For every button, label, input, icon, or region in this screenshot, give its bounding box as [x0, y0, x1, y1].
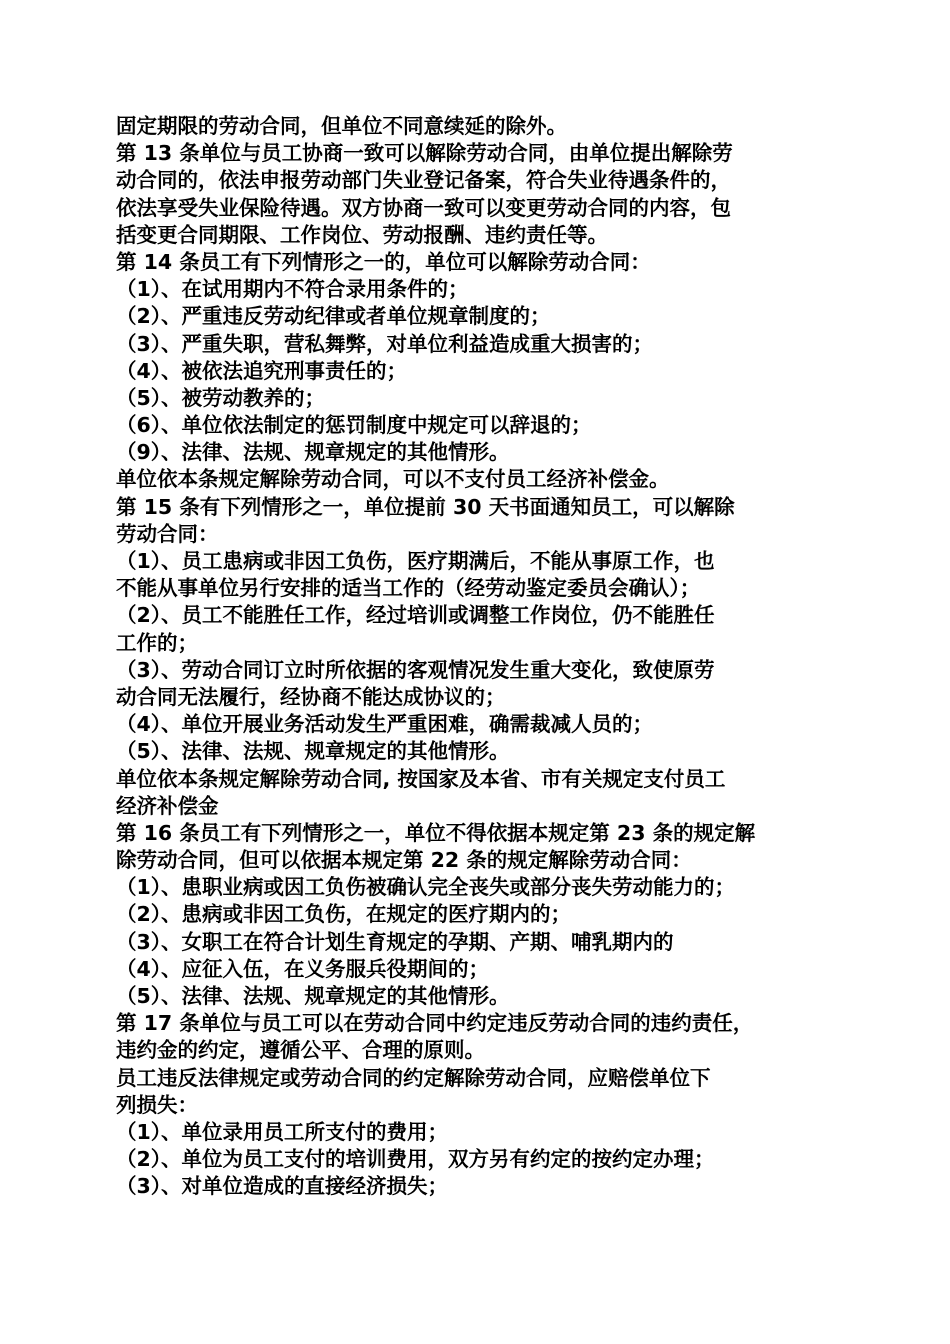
- text-line: （1）、患职业病或因工负伤被确认完全丧失或部分丧失劳动能力的；: [116, 875, 736, 900]
- text-line: （3）、严重失职，营私舞弊，对单位利益造成重大损害的；: [116, 331, 654, 356]
- text-line: （2）、员工不能胜任工作，经过培训或调整工作岗位，仍不能胜任: [116, 603, 715, 628]
- text-line: 经济补偿金: [116, 793, 219, 818]
- text-line: （1）、在试用期内不符合录用条件的；: [116, 277, 469, 302]
- text-line: （4）、单位开展业务活动发生严重困难，确需裁减人员的；: [116, 712, 654, 737]
- text-line: （2）、严重违反劳动纪律或者单位规章制度的；: [116, 304, 551, 329]
- text-line: 工作的；: [116, 630, 198, 655]
- text-line: 依法享受失业保险待遇。双方协商一致可以变更劳动合同的内容，包: [116, 195, 731, 220]
- text-line: 列损失：: [116, 1092, 198, 1117]
- text-line: 第 13 条单位与员工协商一致可以解除劳动合同，由单位提出解除劳: [116, 141, 733, 166]
- text-line: （9）、法律、法规、规章规定的其他情形。: [116, 440, 510, 465]
- text-line: 固定期限的劳动合同，但单位不同意续延的除外。: [116, 114, 567, 138]
- text-line: 第 15 条有下列情形之一，单位提前 30 天书面通知员工，可以解除: [116, 494, 735, 519]
- text-line: 动合同无法履行，经协商不能达成协议的；: [116, 684, 506, 709]
- text-line: 第 16 条员工有下列情形之一，单位不得依据本规定第 23 条的规定解: [116, 820, 756, 845]
- text-line: （3）、劳动合同订立时所依据的客观情况发生重大变化，致使原劳: [116, 657, 715, 682]
- text-line: 单位依本条规定解除劳动合同, 按国家及本省、市有关规定支付员工: [116, 766, 726, 791]
- text-line: （1）、员工患病或非因工负伤，医疗期满后，不能从事原工作，也: [116, 549, 715, 573]
- text-line: 括变更合同期限、工作岗位、劳动报酬、违约责任等。: [116, 222, 608, 247]
- text-line: 第 17 条单位与员工可以在劳动合同中约定违反劳动合同的违约责任，: [116, 1011, 754, 1036]
- text-line: （2）、患病或非因工负伤，在规定的医疗期内的；: [116, 902, 572, 927]
- text-line: 违约金的约定，遵循公平、合理的原则。: [116, 1038, 485, 1063]
- text-line: 单位依本条规定解除劳动合同，可以不支付员工经济补偿金。: [116, 467, 670, 492]
- text-line: 动合同的，依法申报劳动部门失业登记备案，符合失业待遇条件的，: [116, 168, 731, 193]
- text-line: （5）、被劳动教养的；: [116, 385, 326, 410]
- text-line: （5）、法律、法规、规章规定的其他情形。: [116, 984, 510, 1008]
- text-line: 员工违反法律规定或劳动合同的约定解除劳动合同，应赔偿单位下: [116, 1065, 711, 1090]
- text-line: （4）、应征入伍，在义务服兵役期间的；: [116, 956, 490, 981]
- text-line: （3）、对单位造成的直接经济损失；: [116, 1174, 449, 1199]
- text-line: （4）、被依法追究刑事责任的；: [116, 358, 408, 383]
- document-body: [116, 113, 846, 1201]
- text-line: 第 14 条员工有下列情形之一的，单位可以解除劳动合同：: [116, 249, 651, 274]
- text-line: （5）、法律、法规、规章规定的其他情形。: [116, 739, 510, 764]
- text-line: （6）、单位依法制定的惩罚制度中规定可以辞退的；: [116, 413, 592, 438]
- text-line: 不能从事单位另行安排的适当工作的（经劳动鉴定委员会确认）；: [116, 576, 701, 601]
- text-line: （3）、女职工在符合计划生育规定的孕期、产期、哺乳期内的: [116, 929, 674, 954]
- text-line: （2）、单位为员工支付的培训费用，双方另有约定的按约定办理；: [116, 1147, 715, 1172]
- text-line: 劳动合同：: [116, 521, 219, 546]
- text-line: 除劳动合同，但可以依据本规定第 22 条的规定解除劳动合同：: [116, 848, 692, 873]
- text-line: （1）、单位录用员工所支付的费用；: [116, 1119, 449, 1144]
